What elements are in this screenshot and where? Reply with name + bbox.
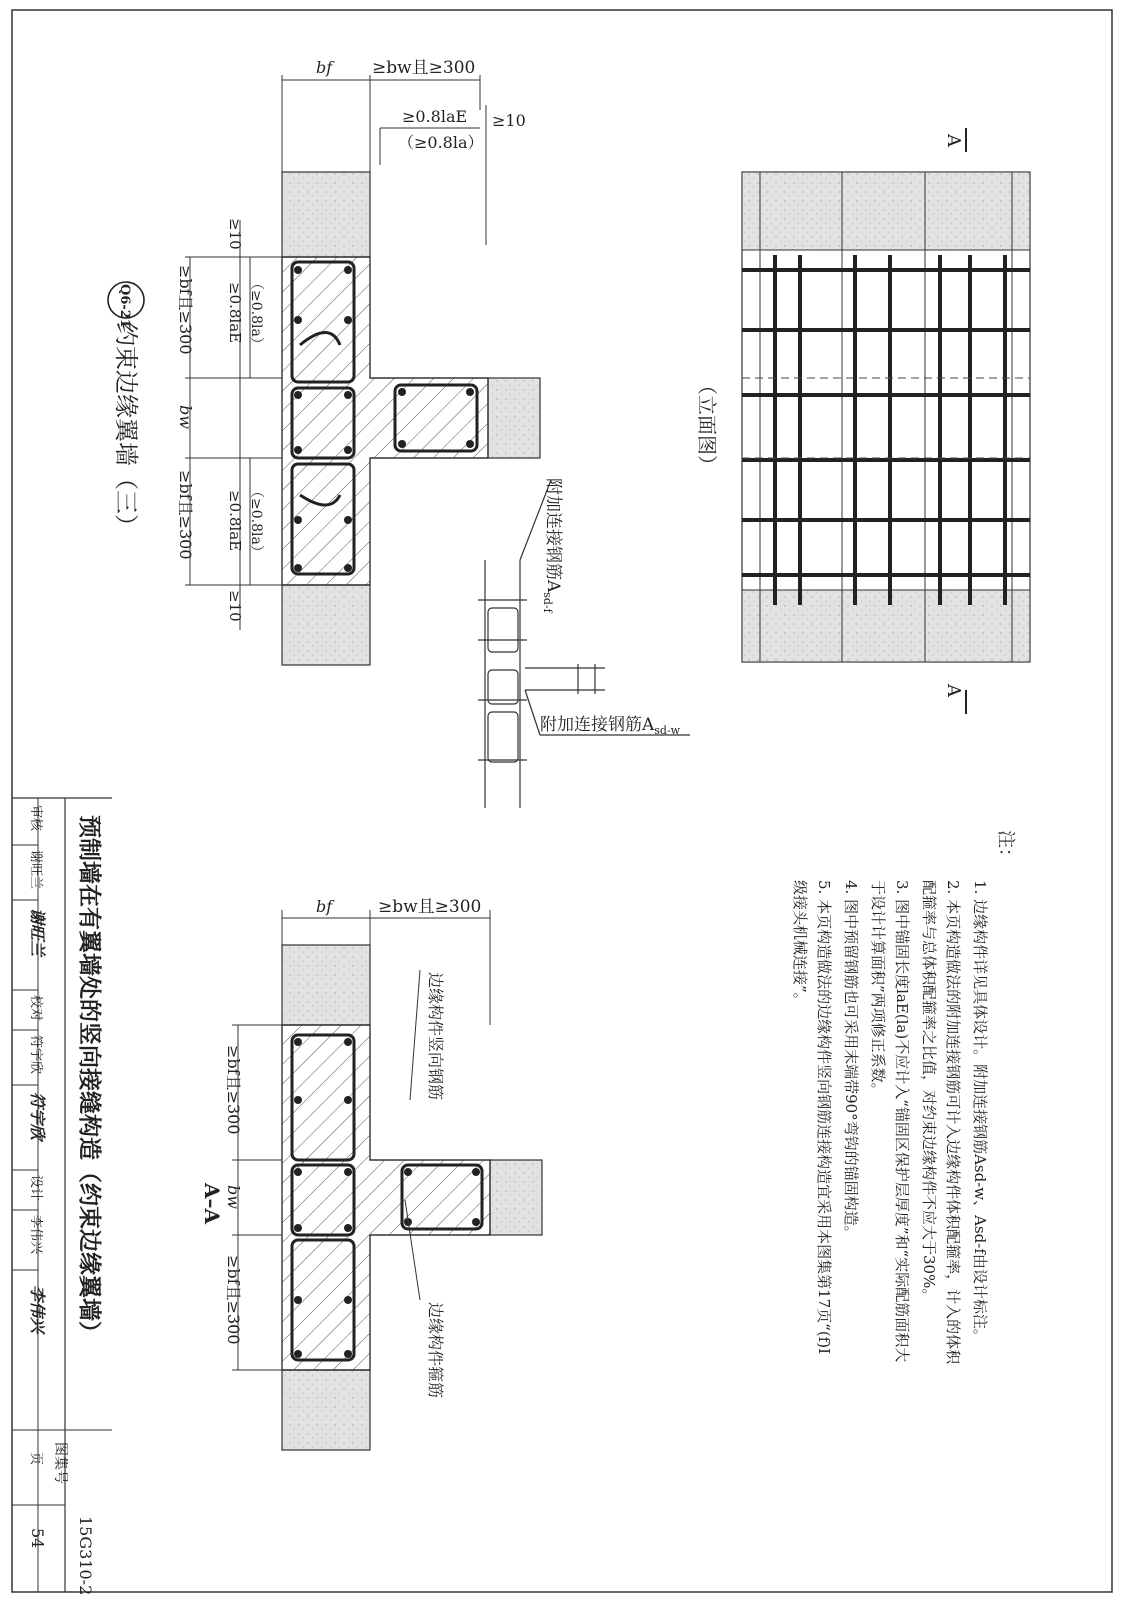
connection-sketch (478, 478, 690, 808)
reviewer-role: 审核 (28, 805, 43, 832)
dim-lae-left-2: ≥0.8laE (226, 490, 244, 552)
page-label: 页 (28, 1452, 43, 1466)
flange-right-gray (488, 378, 540, 458)
checker-role: 校对 (28, 995, 43, 1022)
sec-dim-bw: bw (224, 1185, 243, 1209)
page-no: 54 (28, 1528, 47, 1549)
dim-la-top: （≥0.8la） (398, 133, 484, 152)
elevation-view (695, 128, 1030, 714)
dim-lae-left-1: ≥0.8laE (226, 282, 244, 344)
elevation-bottom-gray (742, 590, 1030, 662)
designer-name: 李伟兴 (28, 1215, 43, 1255)
notes-block (791, 830, 1016, 1365)
note-1: 1. 边缘构件详见具体设计。附加连接钢筋Asd-w、Asd-f由设计标注。 (971, 880, 989, 1344)
checker-name: 符宇欣 (28, 1035, 43, 1075)
section-aa (200, 897, 542, 1450)
designer-role: 设计 (28, 1175, 43, 1202)
dim-lae-top: ≥0.8laE (402, 107, 468, 126)
notes-heading: 注： (995, 830, 1016, 866)
elevation-label: （立面图） (695, 375, 719, 475)
label-stirrup: 边缘构件箍筋 (426, 1302, 445, 1399)
section-title: A–A (200, 1183, 224, 1225)
dim-ge10-top: ≥10 (492, 111, 526, 130)
note-2a: 2. 本页构造做法的附加连接钢筋可计入边缘构件体积配箍率，计入的体积 (944, 880, 962, 1365)
sec-dim-bf: bf (316, 897, 333, 916)
note-4: 4. 图中预留钢筋也可采用末端带90°弯钩的锚固构造。 (842, 880, 860, 1241)
dim-bw300-top: ≥bw且≥300 (372, 58, 476, 78)
note-3b: 于设计计算面积”两项修正系数。 (869, 880, 887, 1098)
dim-bf-top: bf (316, 58, 333, 77)
dim-bw-left: bw (176, 405, 195, 429)
elevation-top-gray (742, 172, 1030, 250)
section-bottom-gray (282, 1370, 370, 1450)
sec-dim-bf300-1: ≥bf且≥300 (224, 1045, 243, 1135)
designer-sign: 李伟兴 (28, 1285, 47, 1334)
label-vertical-bar: 边缘构件竖向钢筋 (426, 972, 445, 1101)
title-text: 预制墙在有翼墙处的竖向接缝构造（约束边缘翼墙） (76, 815, 103, 1344)
note-2b: 配箍率与总体积配箍率之比值，对约束边缘构件不应大于30%。 (920, 880, 938, 1304)
atlas-label: 图集号 (52, 1442, 68, 1484)
reviewer-sign: 谢旺兰 (28, 908, 47, 957)
checker-sign: 符宇欣 (28, 1092, 47, 1141)
detail-marker: Q6-21 (117, 284, 132, 328)
sec-dim-bf300-2: ≥bf且≥300 (224, 1255, 243, 1345)
dim-la-left-1: （≥0.8la） (248, 276, 264, 351)
label-asdw: 附加连接钢筋$A_{sd-w}$ (540, 715, 681, 737)
detail-title: 约束边缘翼墙（三） (112, 322, 140, 538)
dim-ge10-left-1: ≥10 (226, 218, 244, 250)
section-cast-zone (282, 1025, 490, 1370)
dim-bf300-left-1: ≥bf且≥300 (176, 265, 195, 355)
dim-ge10-left-2: ≥10 (226, 590, 244, 622)
note-5a: 5. 本页构造做法的边缘构件竖向钢筋连接构造宜采用本图集第17页“(f)Ⅰ (815, 880, 833, 1355)
label-asdf: 附加连接钢筋$A_{sd-f}$ (541, 478, 563, 613)
sec-dim-bw300: ≥bw且≥300 (378, 897, 482, 917)
reviewer-name: 谢旺兰 (28, 850, 43, 890)
title-block (12, 798, 112, 1595)
dim-la-left-2: （≥0.8la） (248, 484, 264, 559)
note-5b: 级接头机械连接”。 (791, 880, 809, 1008)
plan-detail (108, 58, 540, 665)
section-top-gray (282, 945, 370, 1025)
wall-upper-gray (282, 172, 370, 257)
section-mark-bottom: A (943, 684, 964, 697)
dim-bf300-left-2: ≥bf且≥300 (176, 470, 195, 560)
atlas-no: 15G310-2 (76, 1516, 95, 1596)
note-3a: 3. 图中锚固长度laE(la)不应计入“锚固区保护层厚度”和“实际配筋面积大 (893, 880, 911, 1363)
section-flange-gray (490, 1160, 542, 1235)
section-mark-top: A (943, 134, 964, 147)
wall-lower-gray (282, 585, 370, 665)
cast-zone (282, 257, 488, 585)
